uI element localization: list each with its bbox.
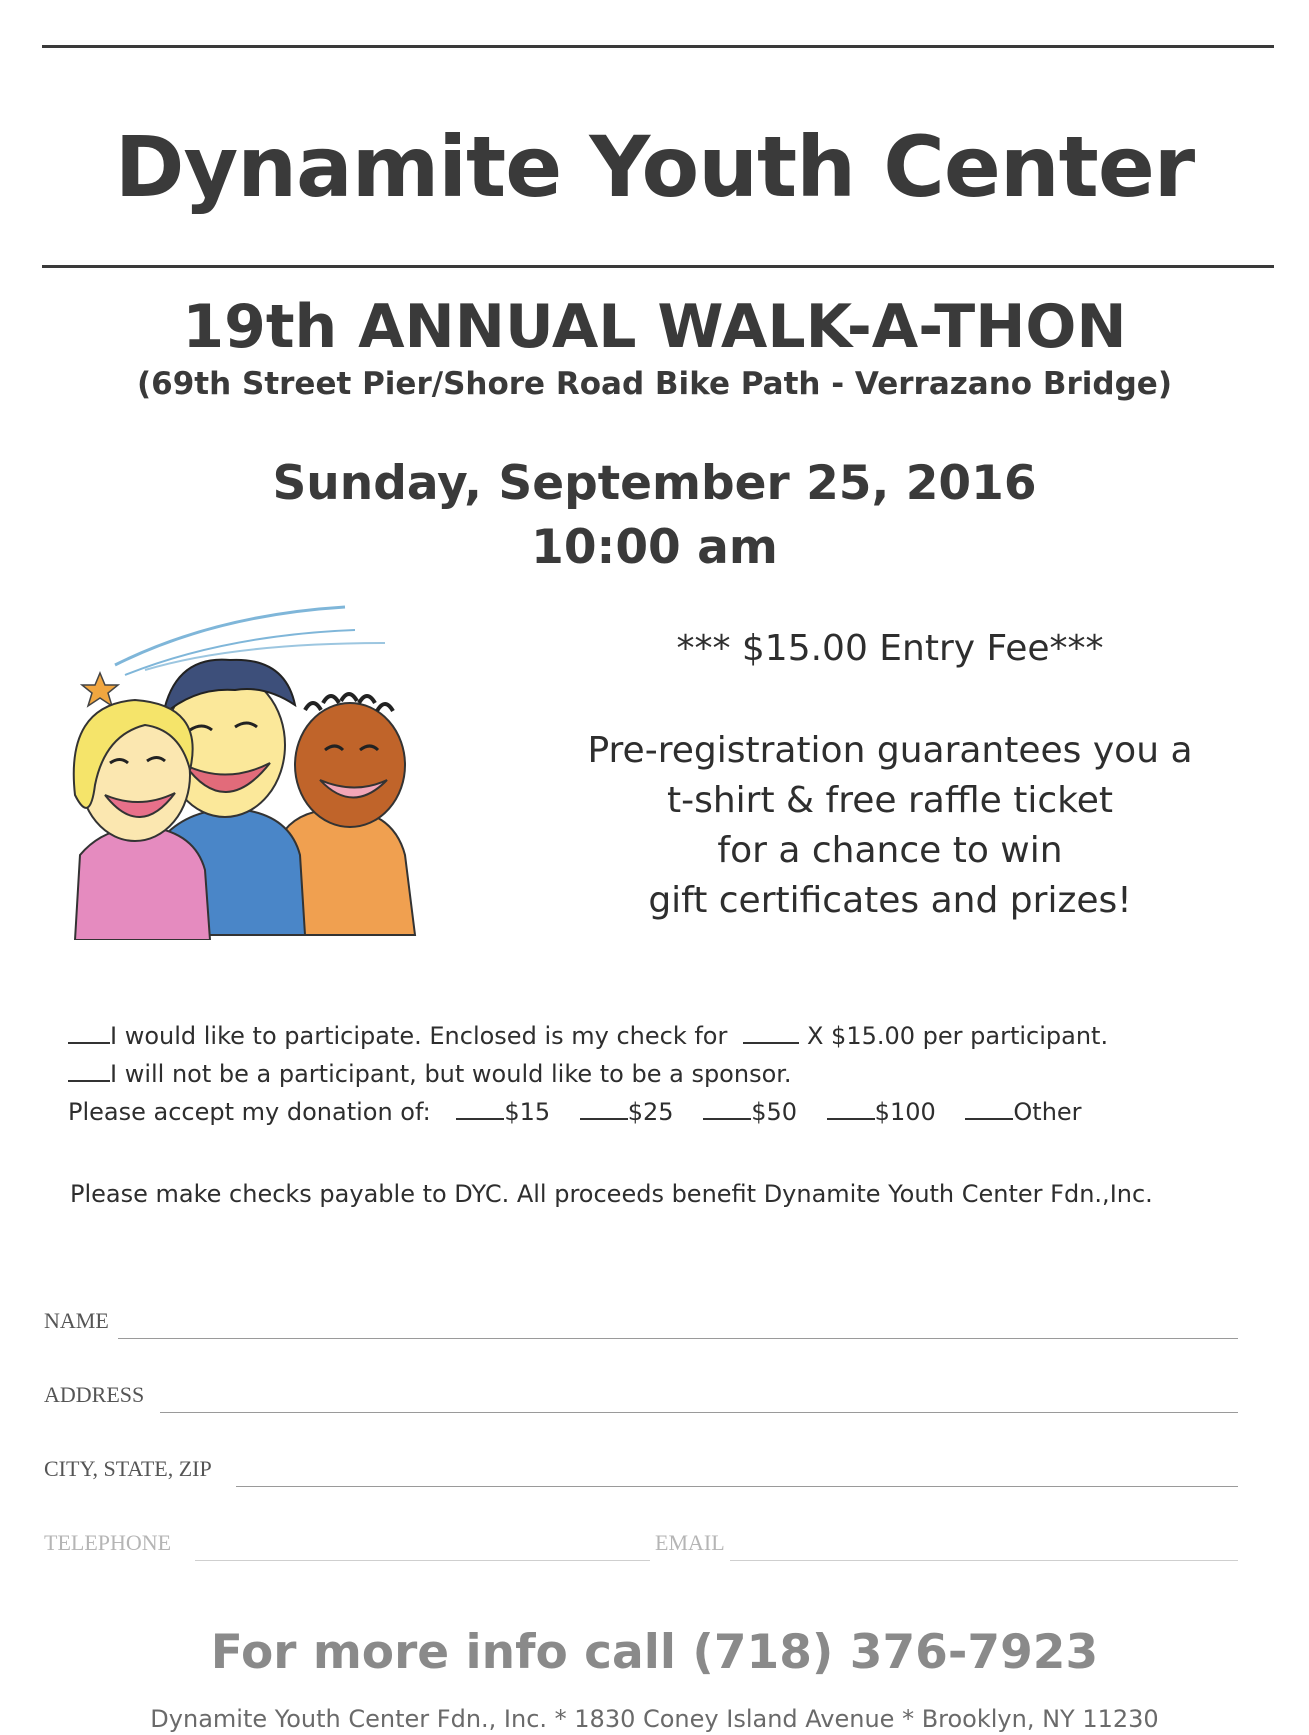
event-location: (69th Street Pier/Shore Road Bike Path - Verrazano Bridge) [137,366,1172,402]
donation-option-25[interactable]: $25 [580,1096,674,1126]
donation-label: Please accept my donation of: [68,1098,431,1126]
promo-line-3: for a chance to win [717,830,1063,871]
event-date: Sunday, September 25, 2016 [272,456,1037,511]
donation-option-100[interactable]: $100 [827,1096,936,1126]
participate-option [68,1020,1108,1050]
sponsor-option [68,1058,792,1088]
email-label: EMAIL [655,1530,725,1555]
telephone-field[interactable] [195,1560,650,1561]
kids-illustration [55,595,435,940]
event-title: 19th ANNUAL WALK-A-THON [182,292,1127,362]
info-call: For more info call (718) 376-7923 [210,1625,1099,1680]
name-label: NAME [44,1308,109,1333]
email-field[interactable] [730,1560,1238,1561]
telephone-label: TELEPHONE [44,1530,172,1555]
name-field[interactable] [118,1338,1238,1339]
footer-address: Dynamite Youth Center Fdn., Inc. * 1830 Coney Island Avenue * Brooklyn, NY 11230 [150,1705,1159,1733]
participate-checkbox[interactable] [68,1020,110,1044]
top-rule [42,45,1274,48]
event-time: 10:00 am [531,520,778,575]
address-field[interactable] [160,1412,1238,1413]
checks-note: Please make checks payable to DYC. All proceeds benefit Dynamite Youth Center Fdn.,Inc. [70,1180,1153,1208]
promo-line-4: gift certificates and prizes! [648,880,1132,921]
participate-text: I would like to participate. Enclosed is my check for [110,1022,728,1050]
sponsor-checkbox[interactable] [68,1058,110,1082]
entry-fee: *** $15.00 Entry Fee*** [676,628,1104,669]
org-title: Dynamite Youth Center [114,118,1195,216]
star-icon [82,673,118,706]
sponsor-text: I will not be a participant, but would like to be a sponsor. [110,1060,792,1088]
donation-row [68,1096,1104,1126]
title-rule [42,265,1274,268]
promo-line-1: Pre-registration guarantees you a [587,730,1193,771]
promo-line-2: t-shirt & free raffle ticket [667,780,1113,821]
participant-count-field[interactable] [743,1020,799,1044]
city-state-zip-label: CITY, STATE, ZIP [44,1456,212,1481]
donation-option-other[interactable]: Other [965,1096,1081,1126]
participate-rate-text: X $15.00 per participant. [806,1022,1109,1050]
donation-option-15[interactable]: $15 [456,1096,550,1126]
address-label: ADDRESS [44,1382,145,1407]
donation-option-50[interactable]: $50 [703,1096,797,1126]
city-state-zip-field[interactable] [236,1486,1238,1487]
